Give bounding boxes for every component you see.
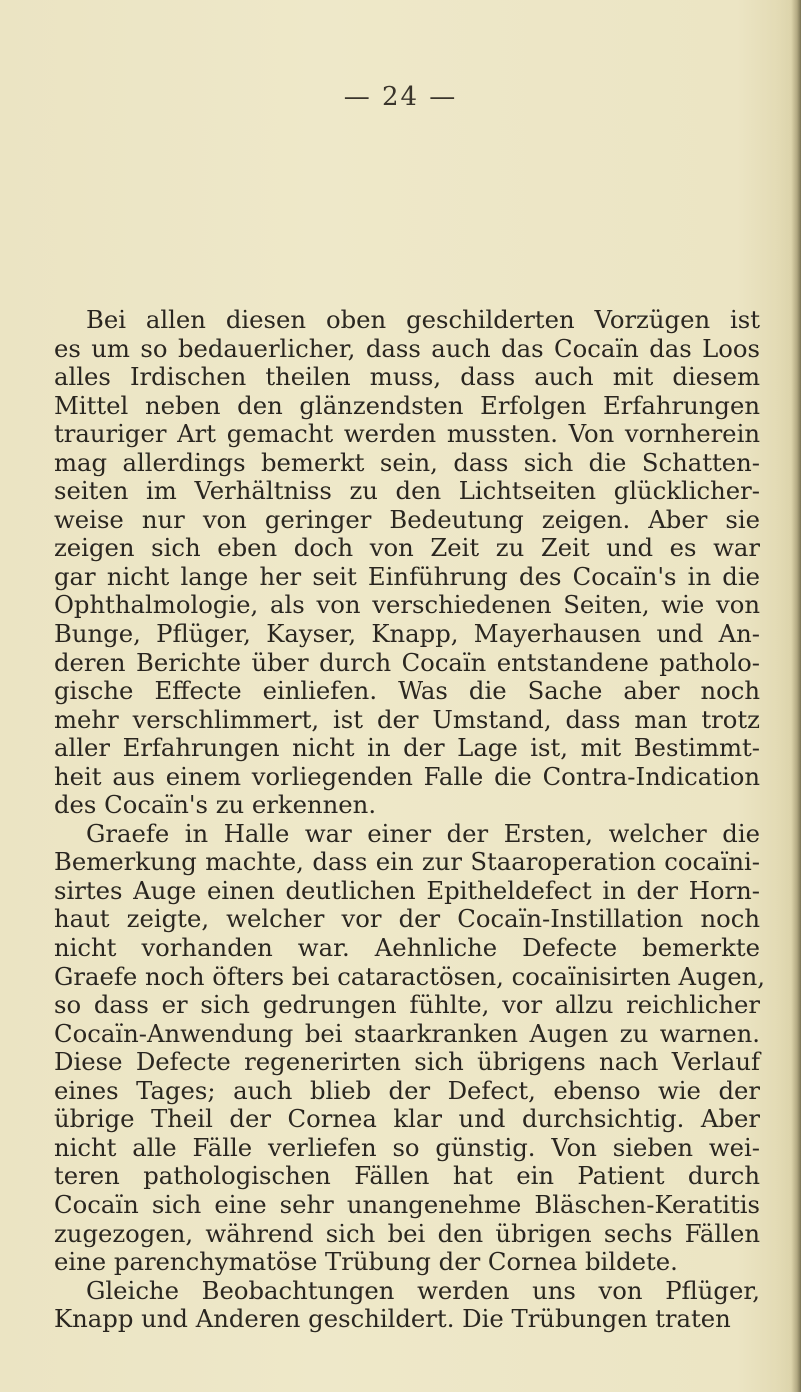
text-line: trauriger Art gemacht werden mussten. Von vornherein	[54, 419, 760, 449]
text-line: heit aus einem vorliegenden Falle die Contra-Indication	[54, 761, 760, 791]
paragraph	[54, 1277, 760, 1334]
text-line: nicht alle Fälle verliefen so günstig. Von sieben wei-	[54, 1132, 760, 1162]
text-line: Mittel neben den glänzendsten Erfolgen Erfahrungen	[54, 390, 760, 420]
text-line: teren pathologischen Fällen hat ein Patient durch	[54, 1161, 760, 1191]
text-line: Ophthalmologie, als von verschiedenen Seiten, wie von	[54, 590, 760, 620]
text-line: eines Tages; auch blieb der Defect, ebenso wie der	[54, 1075, 760, 1105]
text-line: mag allerdings bemerkt sein, dass sich die Schatten-	[54, 447, 760, 477]
text-line: sirtes Auge einen deutlichen Epitheldefect in der Horn-	[54, 875, 760, 905]
text-line: Bemerkung machte, dass ein zur Staaroperation cocaïni-	[54, 847, 760, 877]
text-line: zeigen sich eben doch von Zeit zu Zeit und es war	[54, 533, 760, 563]
text-line: übrige Theil der Cornea klar und durchsichtig. Aber	[54, 1104, 760, 1134]
text-line: es um so bedauerlicher, dass auch das Cocaïn das Loos	[54, 333, 760, 363]
text-line: so dass er sich gedrungen fühlte, vor allzu reichlicher	[54, 990, 760, 1020]
text-line: Graefe noch öfters bei cataractösen, cocaïnisirten Augen,	[54, 961, 766, 991]
text-line: Bei allen diesen oben geschilderten Vorzügen ist	[86, 305, 760, 334]
text-line: Bunge, Pflüger, Kayser, Knapp, Mayerhausen und An-	[54, 619, 760, 649]
text-line: gar nicht lange her seit Einführung des Cocaïn's in die	[54, 561, 760, 591]
text-line: Gleiche Beobachtungen werden uns von Pflüger,	[86, 1275, 760, 1305]
text-line: deren Berichte über durch Cocaïn entstandene patholo-	[54, 647, 760, 677]
text-line: des Cocaïn's zu erkennen.	[54, 790, 377, 820]
text-line: Graefe in Halle war einer der Ersten, welcher die	[86, 818, 760, 848]
text-line: alles Irdischen theilen muss, dass auch mit diesem	[54, 362, 760, 392]
page-edge-shadow	[791, 0, 801, 1392]
text-line: haut zeigte, welcher vor der Cocaïn-Instillation noch	[54, 904, 760, 934]
text-line: weise nur von geringer Bedeutung zeigen. Aber sie	[54, 504, 760, 534]
text-line: Cocaïn-Anwendung bei staarkranken Augen zu warnen.	[54, 1018, 760, 1048]
paragraph	[54, 306, 760, 820]
text-line: Diese Defecte regenerirten sich übrigens nach Verlauf	[54, 1047, 760, 1077]
text-line: mehr verschlimmert, ist der Umstand, dass man trotz	[54, 704, 760, 734]
paragraph	[54, 818, 766, 1277]
text-line: Cocaïn sich eine sehr unangenehme Bläschen-Keratitis	[54, 1189, 760, 1219]
text-line: aller Erfahrungen nicht in der Lage ist, mit Bestimmt-	[54, 733, 760, 763]
text-line: Knapp und Anderen geschildert. Die Trübungen traten	[54, 1304, 731, 1334]
text-line: nicht vorhanden war. Aehnliche Defecte bemerkte	[54, 933, 760, 963]
page-number: — 24 —	[343, 82, 458, 112]
text-line: eine parenchymatöse Trübung der Cornea bildete.	[54, 1247, 678, 1277]
text-line: gische Effecte einliefen. Was die Sache aber noch	[54, 676, 760, 706]
body-text	[54, 305, 766, 1334]
text-line: zugezogen, während sich bei den übrigen sechs Fällen	[54, 1218, 760, 1248]
text-line: seiten im Verhältniss zu den Lichtseiten glücklicher-	[54, 476, 760, 506]
